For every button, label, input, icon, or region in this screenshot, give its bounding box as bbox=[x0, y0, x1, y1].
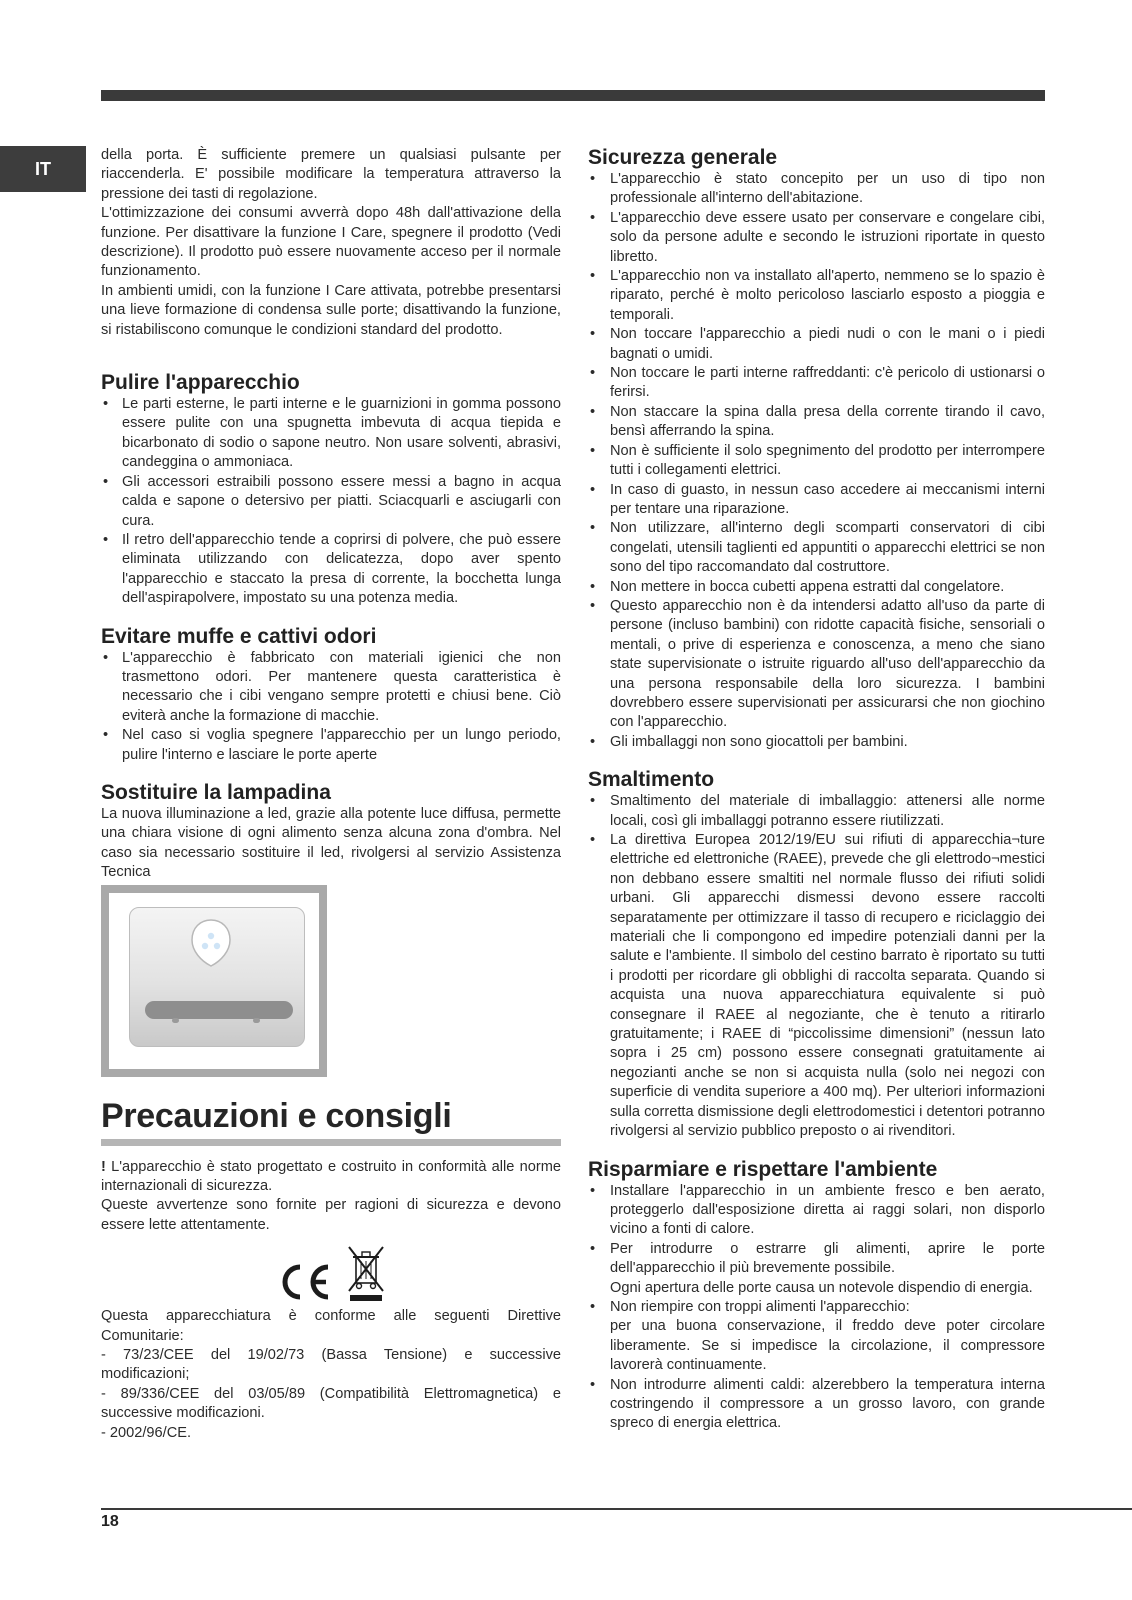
section-title-lampadina: Sostituire la lampadina bbox=[101, 780, 331, 804]
screw-icon bbox=[172, 1018, 179, 1023]
smaltimento-list bbox=[588, 792, 1045, 1141]
list-item: • Installare l'apparecchio in un ambiente fresco e ben aerato, proteggerlo dall'esposizione diretta ai raggi solari, non disporlo vicino a fonti di calore. bbox=[588, 1182, 1045, 1240]
pulire-list bbox=[101, 395, 561, 608]
led-light-illustration bbox=[101, 885, 327, 1077]
led-bar bbox=[145, 1001, 293, 1019]
list-item: • Il retro dell'apparecchio tende a coprirsi di polvere, che può essere eliminata utilizzando con delicatezza, dopo aver spento l'apparecchio e staccato la presa di corrente, la bocchetta lunga dell'aspirapolvere, impostato su una potenza media. bbox=[101, 531, 561, 609]
precauzioni-intro bbox=[101, 1158, 561, 1197]
list-item: • Non è sufficiente il solo spegnimento del prodotto per interrompere tutti i collegamenti elettrici. bbox=[588, 442, 1045, 481]
precauzioni-intro-text: L'apparecchio è stato progettato e costruito in conformità alle norme internazionali di sicurezza. bbox=[101, 1158, 561, 1194]
directive-line: - 73/23/CEE del 19/02/73 (Bassa Tensione) e successive modificazioni; bbox=[101, 1347, 561, 1383]
list-item: • Non mettere in bocca cubetti appena estratti dal congelatore. bbox=[588, 578, 1045, 597]
list-item: • Questo apparecchio non è da intendersi adatto all'uso da parte di persone (incluso bambini) con ridotte capacità fisiche, sensoriali o mentali, o prive di esperienza e conoscenza, a meno che siano state supervisionate o istruite riguardo all'uso dell'apparecchio da una persona responsabile della loro sicurezza. I bambini dovrebbero essere supervisionati per assicurarsi che non giochino con l'apparecchio. bbox=[588, 597, 1045, 733]
list-item: • Le parti esterne, le parti interne e le guarnizioni in gomma possono essere pulite con una spugnetta imbevuta di acqua tiepida e bicarbonato di sodio o sapone neutro. Non usare solventi, abrasivi, candeggina o ammoniaca. bbox=[101, 395, 561, 473]
led-shield-icon bbox=[188, 918, 234, 968]
list-item-extra: per una buona conservazione, il freddo deve poter circolare liberamente. Se si impedisce la circolazione, il compressore lavorerà continuamente. bbox=[610, 1318, 1045, 1374]
right-column bbox=[588, 146, 1045, 1434]
list-item-extra: Ogni apertura delle porte causa un notevole dispendio di energia. bbox=[610, 1279, 1033, 1296]
weee-crossed-bin-icon bbox=[346, 1243, 386, 1303]
directive-line: - 89/336/CEE del 03/05/89 (Compatibilità Elettromagnetica) e successive modificazioni. bbox=[101, 1385, 561, 1422]
list-item bbox=[588, 1298, 1045, 1376]
section-title-ambiente: Risparmiare e rispettare l'ambiente bbox=[588, 1157, 938, 1181]
list-item: • Non toccare le parti interne raffreddanti: c'è pericolo di ustionarsi o ferirsi. bbox=[588, 364, 1045, 403]
list-item: • L'apparecchio è stato concepito per un uso di tipo non professionale all'interno dell'abitazione. bbox=[588, 170, 1045, 209]
left-column bbox=[101, 146, 561, 1443]
footer-rule bbox=[101, 1508, 1132, 1510]
intro-paragraph: della porta. È sufficiente premere un qualsiasi pulsante per riaccenderla. E' possibile modificare la temperatura attraverso la pressione dei tasti di regolazione. bbox=[101, 147, 561, 202]
screw-icon bbox=[253, 1018, 260, 1023]
section-title-smaltimento: Smaltimento bbox=[588, 768, 715, 792]
ce-mark-icon bbox=[276, 1261, 336, 1303]
list-item: • L'apparecchio non va installato all'aperto, nemmeno se lo spazio è riparato, perché è molto pericoloso lasciarlo esposto a pioggia e temporali. bbox=[588, 267, 1045, 325]
list-item: • Smaltimento del materiale di imballaggio: attenersi alle norme locali, così gli imballaggi potranno essere riutilizzati. bbox=[588, 792, 1045, 831]
list-item: • Non staccare la spina dalla presa della corrente tirando il cavo, bensì afferrando la spina. bbox=[588, 403, 1045, 442]
muffe-list bbox=[101, 649, 561, 765]
list-item: • In caso di guasto, in nessun caso accedere ai meccanismi interni per tentare una riparazione. bbox=[588, 481, 1045, 520]
list-item: • Nel caso si voglia spegnere l'apparecchio per un lungo periodo, pulire l'interno e lasciare le porte aperte bbox=[101, 726, 561, 765]
header-rule bbox=[101, 90, 1045, 101]
sicurezza-list bbox=[588, 170, 1045, 752]
precauzioni-note: Queste avvertenze sono fornite per ragioni di sicurezza e devono essere lette attentamente. bbox=[101, 1197, 561, 1233]
list-item: • Gli imballaggi non sono giocattoli per bambini. bbox=[588, 733, 1045, 752]
language-tab: IT bbox=[0, 146, 86, 192]
list-item: • Non introdurre alimenti caldi: alzerebbero la temperatura interna costringendo il compressore a un grosso lavoro, con grande spreco di energia elettrica. bbox=[588, 1376, 1045, 1434]
intro-paragraph: In ambienti umidi, con la funzione I Care attivata, potrebbe presentarsi una lieve formazione di condensa sulle porte; disattivando la funzione, si ristabiliscono comunque le condizioni standard del prodotto. bbox=[101, 282, 561, 338]
list-item-text: Per introdurre o estrarre gli alimenti, aprire le porte dell'apparecchio il più brevemente possibile. bbox=[610, 1240, 1045, 1277]
ambiente-list bbox=[588, 1182, 1045, 1434]
list-item: • La direttiva Europea 2012/19/EU sui rifiuti di apparecchia¬ture elettriche ed elettroniche (RAEE), prevede che gli elettrodo¬mestici non debbano essere smaltiti nel normale flusso dei rifiuti solidi urbani. Gli apparecchi dismessi devono essere raccolti separatamente per ottimizzare il tasso di recupero e riciclaggio dei materiali che li compongono ed impedire potenziali danni per la salute e l'ambiente. Il simbolo del cestino barrato è riportato su tutti i prodotti per ricordare gli obblighi di raccolta separata. Quando si acquista una nuova apparecchiatura equivalente si può consegnare il RAEE al negoziante, che è tenuto a ritirarlo gratuitamente; i RAEE di “piccolissime dimensioni” (nessun lato sopra i 25 cm) possono essere consegnati gratuitamente ai negozianti anche se non si acquista nulla (solo nei negozi con superficie di vendita superiore a 400 mq). Per ulteriori informazioni sulla corretta dismissione degli elettrodomestici i detentori potranno rivolgersi al servizio pubblico preposto o ai rivenditori. bbox=[588, 831, 1045, 1142]
section-title-muffe: Evitare muffe e cattivi odori bbox=[101, 624, 377, 648]
conformity-text: Questa apparecchiatura è conforme alle seguenti Direttive Comunitarie: bbox=[101, 1308, 561, 1344]
list-item: • Non utilizzare, all'interno degli scomparti conservatori di cibi congelati, utensili taglienti ed appuntiti o apparecchi elettrici se non sono del tipo raccomandato dal costruttore. bbox=[588, 519, 1045, 577]
led-panel bbox=[129, 907, 305, 1047]
warning-mark: ! bbox=[101, 1158, 106, 1175]
list-item-text: Non riempire con troppi alimenti l'apparecchio: bbox=[610, 1298, 910, 1315]
intro-paragraph: L'ottimizzazione dei consumi avverrà dopo 48h dall'attivazione della funzione. Per disattivare la funzione I Care, spegnere il prodotto (Vedi descrizione). Il prodotto può essere nuovamente acceso per il normale funzionamento. bbox=[101, 205, 561, 280]
lampadina-text: La nuova illuminazione a led, grazie alla potente luce diffusa, permette una chiara visione di ogni alimento senza alcuna zona d'ombra. Nel caso sia necessario sostituire il led, rivolgersi al servizio Assistenza Tecnica bbox=[101, 805, 561, 881]
list-item: • L'apparecchio deve essere usato per conservare e congelare cibi, solo da persone adulte e secondo le istruzioni riportate in questo libretto. bbox=[588, 209, 1045, 267]
list-item: • Non toccare l'apparecchio a piedi nudi o con le mani o i piedi bagnati o umidi. bbox=[588, 325, 1045, 364]
page-number: 18 bbox=[101, 1513, 119, 1530]
section-title-pulire: Pulire l'apparecchio bbox=[101, 371, 300, 395]
list-item: • L'apparecchio è fabbricato con materiali igienici che non trasmettono odori. Per mantenere questa caratteristica è necessario che i cibi vengano sempre protetti e chiusi bene. Ciò eviterà anche la formazione di macchie. bbox=[101, 649, 561, 727]
section-title-sicurezza: Sicurezza generale bbox=[588, 146, 778, 169]
list-item bbox=[588, 1240, 1045, 1298]
list-item: • Gli accessori estraibili possono essere messi a bagno in acqua calda e sapone o detersivo per piatti. Sciacquarli e asciugarli con cura. bbox=[101, 473, 561, 531]
compliance-symbols bbox=[101, 1241, 561, 1303]
precauzioni-title: Precauzioni e consigli bbox=[101, 1097, 561, 1146]
directive-line: - 2002/96/CE. bbox=[101, 1424, 192, 1441]
